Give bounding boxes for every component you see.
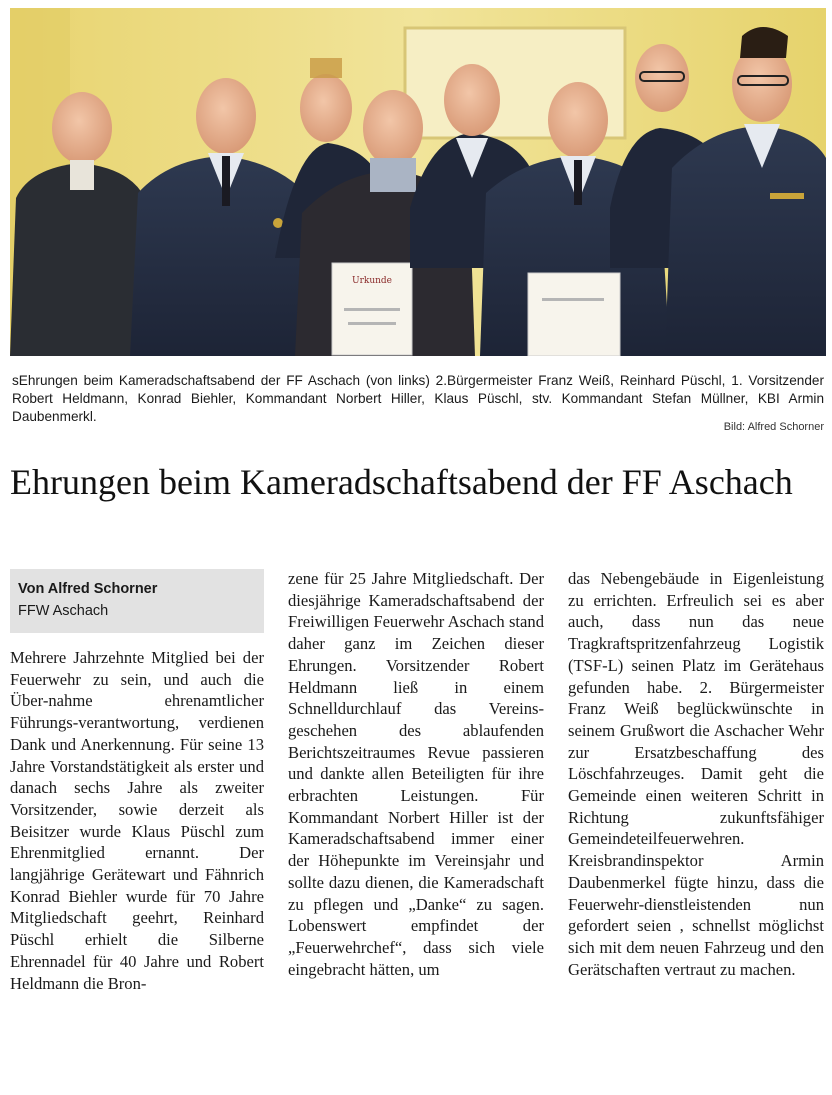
article-column-1: Mehrere Jahrzehnte Mitglied bei der Feuerwehr zu sein, und auch die Über-nahme ehrenamtlicher Führungs-verantwortung, verdienen Dank und Anerkennung. Für seine 13 Jahre Vorstandstätigkeit als erster und danach sechs Jahre als zweiter Vorsitzender, sowie derzeit als Beisitzer wurde Klaus Püschl zum Ehrenmitglied ernannt. Der langjährige Gerätewart und Fähnrich Konrad Biehler wurde für 70 Jahre Mitgliedschaft geehrt, Reinhard Püschl erhielt die Silberne Ehrennadel für 40 Jahre und Robert Heldmann die Bron- <box>10 648 264 993</box>
byline-box <box>10 569 264 633</box>
photo-caption: sEhrungen beim Kameradschaftsabend der FF Aschach (von links) 2.Bürgermeister Franz Weiß, Reinhard Püschl, 1. Vorsitzender Robert Heldmann, Konrad Biehler, Kommandant Norbert Hiller, Klaus Püschl, stv. Kommandant Stefan Müllner, KBI Armin Daubenmerkl. <box>12 373 824 424</box>
group-photo-illustration <box>10 8 826 356</box>
article-headline: Ehrungen beim Kameradschaftsabend der FF Aschach <box>10 462 793 502</box>
article-column-3: das Nebengebäude in Eigenleistung zu errichten. Erfreulich sei es aber auch, dass nun das neue Tragkraftspritzenfahrzeug Logistik (TSF-L) seinen Platz im Gerätehaus gefunden habe. 2. Bürgermeister Franz Weiß beglückwünschte in seinem Grußwort die Aschacher Wehr zur Ersatzbeschaffung des Löschfahrzeuges. Damit geht die Gemeinde einen weiteren Schritt in Richtung zukunftsfähiger Gemeindeteilfeuerwehren. Kreisbrandinspektor Armin Daubenmerkel fügte hinzu, dass die Feuerwehr-dienstleistenden nun gefordert seien , schnellst möglichst sich mit dem neuen Fahrzeug und den Gerätschaften vertraut zu machen. <box>568 569 824 979</box>
byline-organization: FFW Aschach <box>18 603 109 619</box>
article-column-2: zene für 25 Jahre Mitgliedschaft. Der diesjährige Kameradschaftsabend der Freiwilligen Feuerwehr Aschach stand daher ganz im Zeichen dieser Ehrungen. Vorsitzender Robert Heldmann ließ in einem Schnelldurchlauf das Vereins-geschehen des ablaufenden Berichtszeitraumes Revue passieren und dankte allen Beteiligten für ihre erbrachten Leistungen. Für Kommandant Norbert Hiller ist der Kameradschaftsabend immer einer der Höhepunkte im Vereinsjahr und sollte dazu dienen, die Kameradschaft zu pflegen und „Danke“ zu sagen. Lobenswert empfindet der „Feuerwehrchef“, dass sich viele eingebracht hätten, um <box>288 569 544 979</box>
photo-credit: Bild: Alfred Schorner <box>723 421 824 433</box>
byline-author: Von Alfred Schorner <box>18 581 158 597</box>
article-photo <box>10 8 826 356</box>
certificate-label: Urkunde <box>351 276 393 286</box>
